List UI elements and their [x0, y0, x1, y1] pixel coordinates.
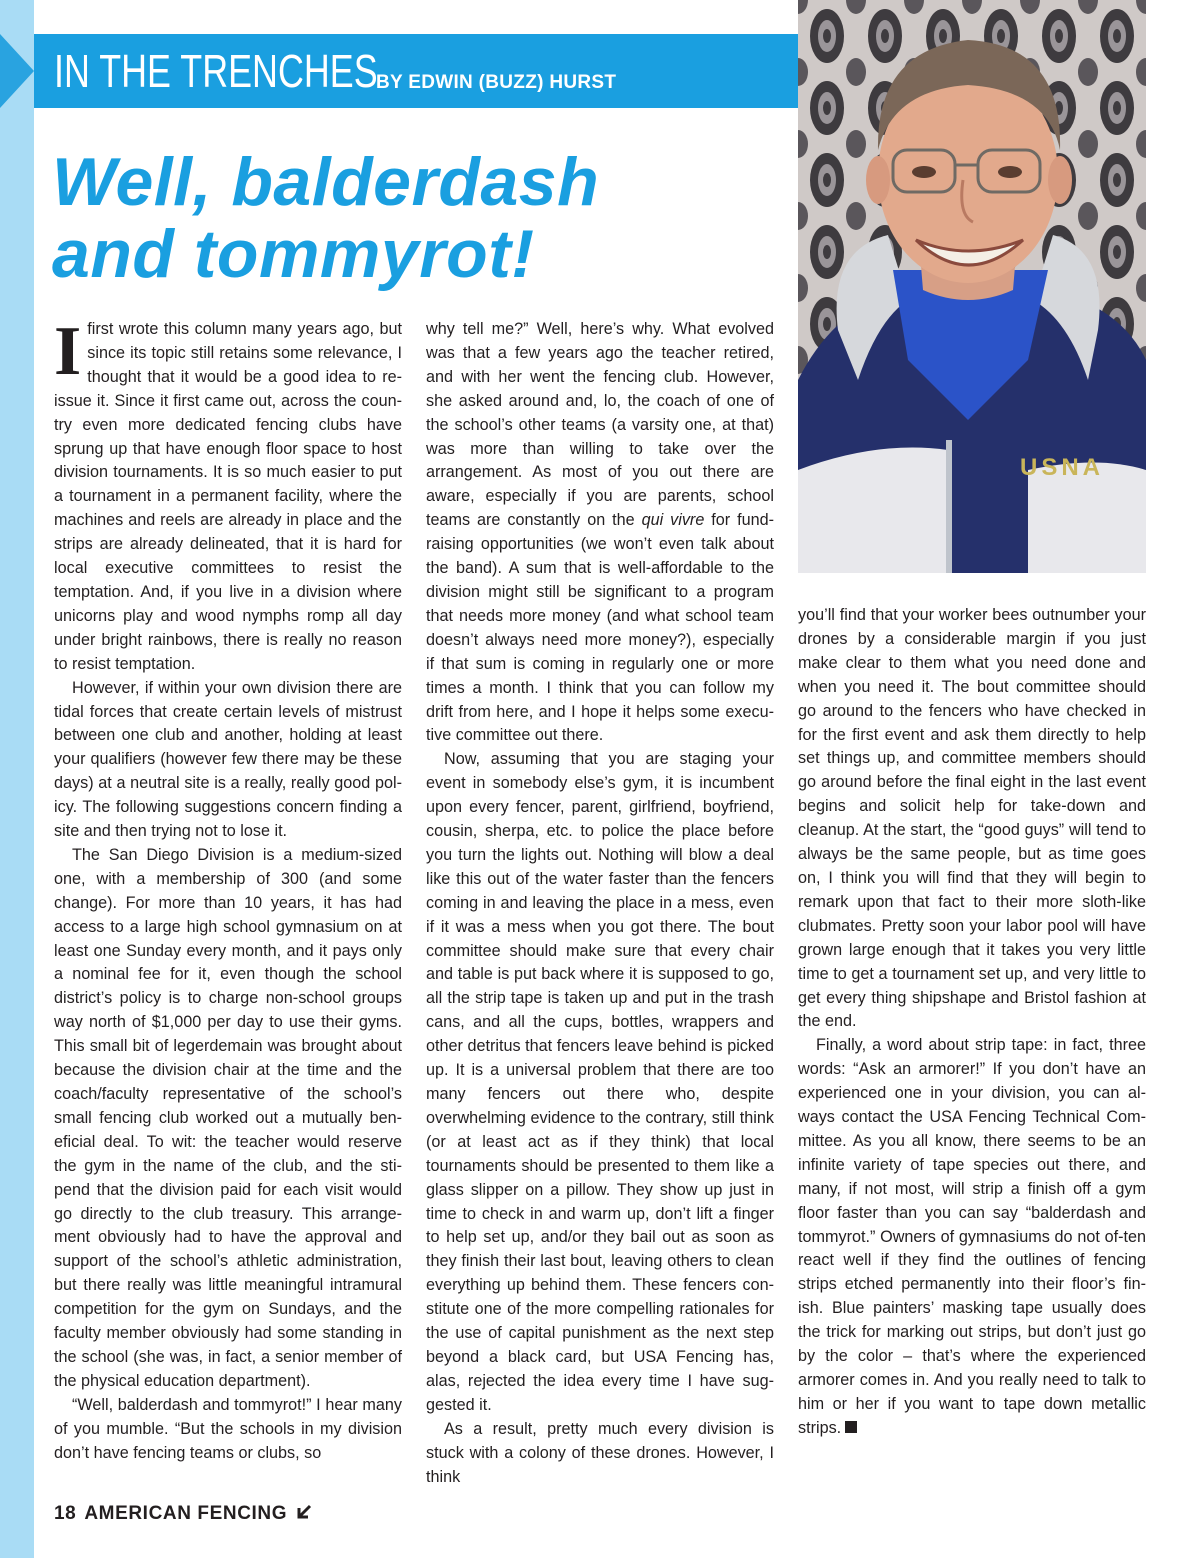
arrow-down-left-icon	[295, 1503, 313, 1527]
article-column-2	[426, 318, 774, 1489]
svg-text:USNA: USNA	[1020, 454, 1105, 481]
byline: BY EDWIN (BUZZ) HURST	[376, 72, 617, 93]
section-banner	[34, 34, 800, 108]
paragraph: “Well, balderdash and tommyrot!” I hear many of you mumble. “But the schools in my division don’t have fencing teams or clubs, so	[54, 1395, 402, 1462]
author-photo	[798, 0, 1146, 573]
publication-name: AMERICAN FENCING	[84, 1503, 288, 1524]
end-mark-icon	[845, 1421, 857, 1433]
paragraph: The San Diego Division is a medium-sized one, with a membership of 300 (and some change). For more than 10 years, it has had access to a large high school gymnasium on at least one Sunday every month, and it pays only a nominal fee for it, even though the school district’s policy is to charge non-school groups way north of $1,000 per day to use their gyms. This small bit of legerdemain was brought about because the division chair at the time and the coach/faculty representative of the school’s small fencing club worked out a mutually ben-eficial deal. To wit: the teacher would reserve the gym in the name of the club, and the sti-pend that the division paid for each visit would go directly to the club treasury. This arrange-ment obviously had to have the approval and support of the school’s athletic administration, but there really was little meaningful intramural competition for the gym on Sundays, and the faculty member obviously had some standing in the school (she was, in fact, a senior member of the physical education department).	[54, 845, 402, 1390]
paragraph: why tell me?” Well, here’s why. What evolved was that a few years ago the teacher retired, and with her went the fencing club. However, she asked around and, lo, the coach of one of the school’s other teams (a varsity one, at that) was more than willing to take over the arrangement. As most of you out there are aware, especially if you are parents, school teams are constantly on the qui vivre for fund-raising opportunities (we won’t even talk about the band). A sum that is well-affordable to the division might still be significant to a program that needs more money (and what school team doesn’t always need more money?), especially if that sum is coming in regularly one or more times a month. I think that you can follow my drift from here, and I hope it helps some execu-tive committee out there.	[426, 320, 775, 745]
headline-line-1: Well, balderdash	[52, 144, 600, 220]
side-accent-stripe	[0, 0, 34, 1558]
page-number: 18	[54, 1503, 77, 1524]
paragraph: Now, assuming that you are staging your event in somebody else’s gym, it is incumbent upon every fencer, parent, girlfriend, boyfriend, cousin, sherpa, etc. to police the place before you turn the lights out. Nothing will blow a deal like this out of the water faster than the fencers coming in and leaving the place in a mess, even if it was a mess when you got there. The bout committee should make sure that every chair and table is put back where it is supposed to go, all the strip tape is taken up and put in the trash cans, and all the cups, bottles, wrappers and other detritus that fencers leave behind is picked up. It is a universal problem that there are too many fencers out there who, despite overwhelming evidence to the contrary, still think (or at least act as if they think) that local tournaments should be presented to them like a glass slipper on a pillow. They show up just in time to check in and warm up, don’t lift a finger to help set up, and/or they bail out as soon as they finish their last bout, leaving others to clean everything up behind them. These fencers con-stitute one of the more compelling rationales for the use of capital punishment as the next step beyond a black card, but USA Fencing has, alas, rejected the idea every time I have sug-gested it.	[426, 750, 774, 1414]
article-column-1	[54, 313, 402, 1466]
paragraph: Finally, a word about strip tape: in fact, three words: “Ask an armorer!” If you don’t have an experienced one in your division, you can al-ways contact the USA Fencing Technical Com-mittee. As you all know, there seems to be an infinite variety of tape species out there, and many, if not most, will strip a finish off a gym floor faster than you can say “balderdash and tommyrot.” Owners of gymnasiums do not of-ten react well if they find the outlines of fencing strips etched permanently into their floor’s fin-ish. Blue painters’ masking tape usually does the trick for marking out strips, but don’t just go by the color – that’s where the experienced armorer comes in. And you really need to talk to him or her if you want to tape down metallic strips.	[798, 1036, 1146, 1437]
paragraph: As a result, pretty much every division is stuck with a colony of these drones. However, I think	[426, 1419, 774, 1486]
paragraph: However, if within your own division there are tidal forces that create certain levels of mistrust between one club and another, holding at least your qualifiers (however few there may be these days) at a neutral site is a really, really good pol-icy. The following suggestions concern finding a site and then trying not to lose it.	[54, 678, 402, 841]
article-column-3	[798, 604, 1146, 1441]
paragraph: Ifirst wrote this column many years ago, but since its topic still retains some relevance, I thought that it would be a good idea to re-issue it. Since it first came out, across the coun-try even more dedicated fencing clubs have sprung up that have enough floor space to host division tournaments. It is so much easier to put a tournament in a permanent facility, where the machines and reels are already in place and the strips are already delineated, that it is hard for local executive committees to resist the temptation. And, if you live in a division where unicorns play and wood nymphs romp all day under bright rainbows, there is really no reason to resist temptation.	[54, 313, 402, 673]
headline	[52, 146, 792, 290]
italic-phrase: qui vivre	[641, 511, 705, 530]
paragraph: you’ll find that your worker bees outnumber your drones by a considerable margin if you just make clear to them what you need done and when you need it. The bout committee should go around to the fencers who have checked in for the first event and ask them directly to help set things up, and committee members should go around before the final eight in the last event begins and solicit help for take-down and cleanup. At the start, the “good guys” will tend to always be the same people, but as time goes on, I think you will find that they will begin to remark upon that fact to their more sloth-like clubmates. Pretty soon your labor pool will have grown large enough that it takes you very little time to get a tournament set up, and very little to get every thing shipshape and Bristol fashion at the end.	[798, 606, 1146, 1031]
headline-line-2: and tommyrot!	[52, 216, 535, 292]
section-title: IN THE TRENCHES	[54, 45, 378, 97]
stripe-notch	[0, 34, 34, 108]
page-footer	[54, 1503, 313, 1527]
drop-cap: I	[54, 313, 82, 390]
